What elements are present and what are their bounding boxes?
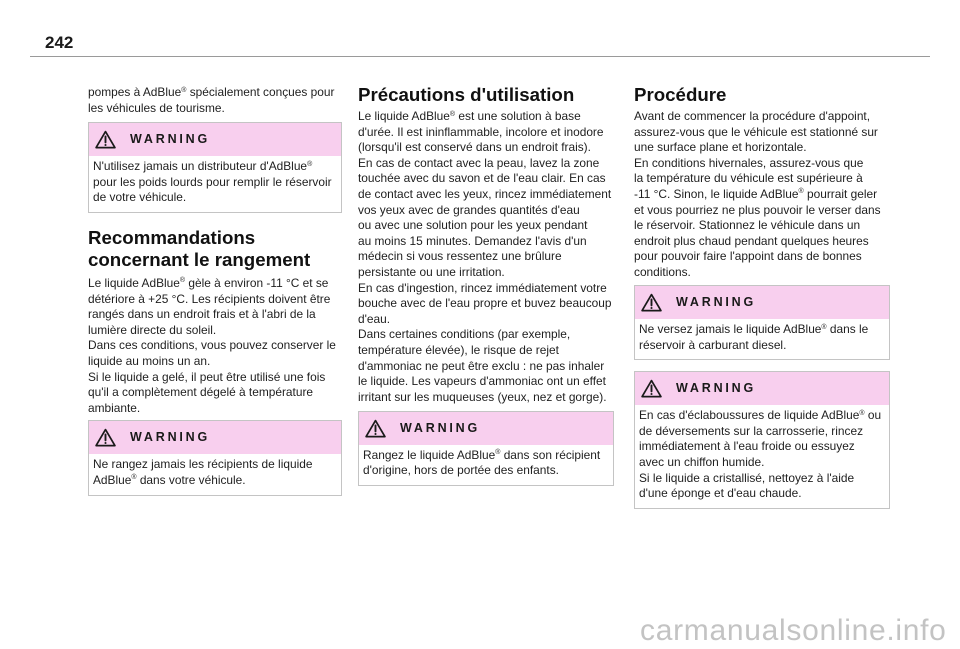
warning-triangle-icon xyxy=(641,293,662,312)
warning-header xyxy=(635,372,889,405)
warning-header xyxy=(89,421,341,454)
section-body: Avant de commencer la procédure d'appoint, assurez-vous que le véhicule est stationné sur une surface plane et horizontale. En conditions hivernales, assurez-vous que la température du véhicule est supérieure à -11 °C. Sinon, le liquide AdBlue® pourrait geler et vous pourriez ne plus pouvoir le verser dans le réservoir. Stationnez le véhicule dans un endroit plus chaud pendant quelques heures pour pouvoir faire l'appoint dans de bonnes conditions. xyxy=(634,109,881,279)
column-2 xyxy=(358,84,614,486)
warning-text: En cas d'éclaboussures de liquide AdBlue® ou de déversements sur la carrosserie, rincez immédiatement à l'eau froide ou essuyez avec un chiffon humide. Si le liquide a cristallisé, nettoyez à l'aide d'une éponge et d'eau chaude. xyxy=(639,408,882,501)
registered-mark: ® xyxy=(307,160,313,168)
watermark: carmanualsonline.info xyxy=(640,614,947,647)
warning-text: N'utilisez jamais un distributeur d'AdBlue® pour les poids lourds pour remplir le réservoir de votre véhicule. xyxy=(93,159,332,205)
warning-label: WARNING xyxy=(130,132,211,147)
page-number: 242 xyxy=(45,33,74,52)
header-divider xyxy=(30,56,930,57)
warning-box xyxy=(634,371,890,509)
registered-mark: ® xyxy=(181,86,187,94)
warning-label: WARNING xyxy=(676,295,757,310)
registered-mark: ® xyxy=(131,474,137,482)
column-1 xyxy=(88,85,342,496)
section-body: Le liquide AdBlue® est une solution à base d'urée. Il est ininflammable, incolore et inodore (lorsqu'il est conservé dans un endroit frais). En cas de contact avec la peau, lavez la zone touchée avec du savon et de l'eau clair. En cas de contact avec les yeux, rincez immédiatement vos yeux avec de grandes quantités d'eau ou avec une solution pour les yeux pendant au moins 15 minutes. Demandez l'avis d'un médecin si vous ressentez une brûlure persistante ou une irritation. En cas d'ingestion, rincez immédiatement votre bouche avec de l'eau propre et buvez beaucoup d'eau. Dans certaines conditions (par exemple, température élevée), le risque de rejet d'ammoniac ne peut être exclu : ne pas inhaler le liquide. Les vapeurs d'ammoniac ont un effet irritant sur les muqueuses (yeux, nez et gorge). xyxy=(358,109,612,404)
warning-triangle-icon xyxy=(365,419,386,438)
warning-label: WARNING xyxy=(676,381,757,396)
warning-body xyxy=(89,454,341,494)
warning-header xyxy=(89,123,341,156)
warning-body xyxy=(635,319,889,359)
warning-text: Ne versez jamais le liquide AdBlue® dans le réservoir à carburant diesel. xyxy=(639,322,869,352)
warning-label: WARNING xyxy=(400,420,481,435)
registered-mark: ® xyxy=(449,110,456,118)
warning-triangle-icon xyxy=(641,379,662,398)
registered-mark: ® xyxy=(821,323,827,331)
warning-box xyxy=(634,285,890,360)
warning-box xyxy=(88,420,342,495)
warning-text: Rangez le liquide AdBlue® dans son récipient d'origine, hors de portée des enfants. xyxy=(363,447,601,478)
section-title: Procédure xyxy=(634,84,727,105)
warning-triangle-icon xyxy=(95,428,116,447)
registered-mark: ® xyxy=(859,409,865,417)
warning-body xyxy=(359,445,613,485)
registered-mark: ® xyxy=(495,449,501,457)
warning-body xyxy=(89,156,341,212)
warning-text: Ne rangez jamais les récipients de liquide AdBlue® dans votre véhicule. xyxy=(93,457,313,487)
section-title: Précautions d'utilisation xyxy=(358,84,575,105)
warning-triangle-icon xyxy=(95,130,116,149)
column-3 xyxy=(634,84,890,509)
section-body: Le liquide AdBlue® gèle à environ -11 °C et se détériore à +25 °C. Les récipients doivent être rangés dans un endroit frais et à l'abri de la lumière directe du soleil. Dans ces conditions, vous pouvez conserver le liquide au moins un an. Si le liquide a gelé, il peut être utilisé une fois qu'il a complètement dégelé à température ambiante. xyxy=(88,275,336,415)
registered-mark: ® xyxy=(798,188,804,196)
intro-text: pompes à AdBlue® spécialement conçues pour les véhicules de tourisme. xyxy=(88,85,335,115)
warning-box xyxy=(88,122,342,213)
registered-mark: ® xyxy=(179,277,186,285)
section-title: Recommandations concernant le rangement xyxy=(88,226,311,270)
warning-label: WARNING xyxy=(130,430,211,445)
warning-body xyxy=(635,405,889,508)
warning-box xyxy=(358,411,614,486)
warning-header xyxy=(359,412,613,445)
warning-header xyxy=(635,286,889,319)
